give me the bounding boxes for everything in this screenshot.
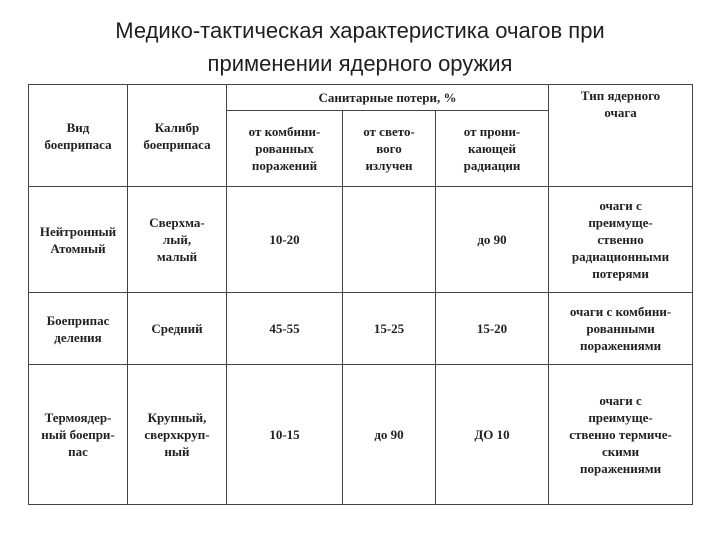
cell-light: 15-25 — [343, 293, 436, 365]
table-row — [29, 293, 693, 365]
header-light-line3: излучен — [365, 158, 413, 173]
cell-line: Средний — [151, 321, 203, 336]
title-line-2: применении ядерного оружия — [207, 51, 513, 76]
cell-penetrating: до 90 — [436, 187, 549, 293]
header-combined-line2: рованных — [255, 141, 314, 156]
cell-combined: 10-15 — [227, 365, 343, 505]
cell-line: ственно термиче- — [569, 427, 672, 442]
cell-line: потерями — [592, 266, 649, 281]
cell-light: до 90 — [343, 365, 436, 505]
header-sanitary-losses: Санитарные потери, % — [227, 85, 549, 111]
cell-line: радиационными — [571, 249, 670, 264]
title-line-1: Медико-тактическая характеристика очагов при — [115, 18, 605, 43]
header-caliber — [128, 85, 227, 187]
cell-line: очаги с — [599, 393, 642, 408]
header-combined-line3: поражений — [251, 158, 318, 173]
cell-line: ный — [164, 444, 190, 459]
header-ammo-type-line2: боеприпаса — [44, 136, 112, 152]
cell-line: ный боепри- — [41, 427, 115, 442]
header-light-line2: вого — [376, 141, 402, 156]
header-penetrating-line2: кающей — [468, 141, 516, 156]
cell-penetrating: ДО 10 — [436, 365, 549, 505]
cell-ammo-type — [29, 365, 128, 505]
header-row-1 — [29, 85, 693, 111]
cell-light — [343, 187, 436, 293]
header-focus-type — [549, 85, 693, 187]
cell-combined: 45-55 — [227, 293, 343, 365]
cell-caliber — [128, 365, 227, 505]
cell-line: малый — [156, 249, 198, 264]
cell-line: ственно — [597, 232, 644, 247]
header-penetrating-line1: от прони- — [463, 124, 521, 139]
slide-title — [0, 14, 720, 80]
cell-focus-type — [549, 365, 693, 505]
cell-line: поражениями — [579, 461, 662, 476]
cell-line: преимуще- — [588, 215, 653, 230]
header-penetrating — [436, 111, 549, 187]
cell-line: поражениями — [579, 338, 662, 353]
cell-line: сверхкруп- — [144, 427, 210, 442]
header-caliber-line2: боеприпаса — [143, 136, 211, 152]
cell-line: Сверхма- — [149, 215, 205, 230]
cell-ammo-type — [29, 293, 128, 365]
cell-line: деления — [54, 329, 102, 345]
cell-caliber — [128, 187, 227, 293]
cell-caliber — [128, 293, 227, 365]
cell-focus-type — [549, 187, 693, 293]
cell-line: Термоядер- — [44, 410, 112, 425]
table-row — [29, 187, 693, 293]
table-row — [29, 365, 693, 505]
header-ammo-type-line1: Вид — [66, 119, 90, 135]
characteristics-table — [28, 84, 693, 505]
header-ammo-type — [29, 85, 128, 187]
header-combined — [227, 111, 343, 187]
header-combined-line1: от комбини- — [248, 124, 321, 139]
cell-line: очаги с комбини- — [569, 304, 672, 319]
cell-line: Атомный — [50, 240, 106, 256]
cell-ammo-type — [29, 187, 128, 293]
cell-penetrating: 15-20 — [436, 293, 549, 365]
cell-line: очаги с — [599, 198, 642, 213]
cell-line: лый, — [162, 232, 192, 247]
header-focus-type-line1: Тип ядерного — [580, 88, 661, 103]
cell-combined: 10-20 — [227, 187, 343, 293]
header-caliber-line1: Калибр — [154, 119, 200, 135]
header-light — [343, 111, 436, 187]
cell-line: рованными — [586, 321, 655, 336]
cell-line: Крупный, — [147, 410, 207, 425]
cell-focus-type — [549, 293, 693, 365]
cell-line: Нейтронный — [39, 223, 117, 239]
cell-line: скими — [601, 444, 640, 459]
cell-line: пас — [68, 444, 88, 459]
cell-line: Боеприпас — [46, 312, 110, 328]
header-penetrating-line3: радиации — [463, 158, 521, 173]
header-focus-type-line2: очага — [604, 105, 637, 120]
header-light-line1: от свето- — [363, 124, 415, 139]
cell-line: преимуще- — [588, 410, 653, 425]
